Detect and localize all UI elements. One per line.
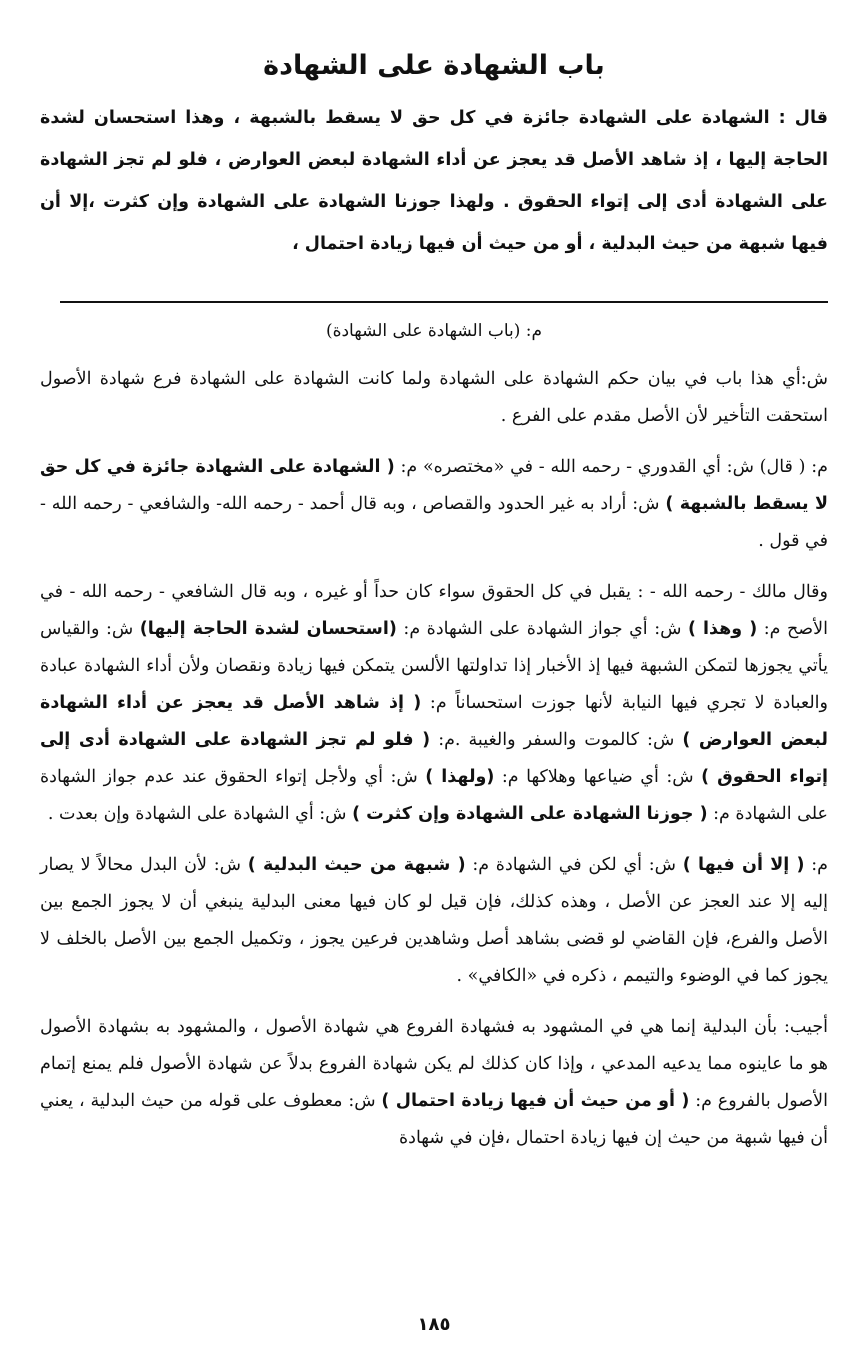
quoted-matn: (ولهذا ) [425, 766, 495, 787]
separator-rule [60, 301, 828, 303]
quoted-matn: (استحسان لشدة الحاجة إليها) [139, 618, 397, 639]
text-span: ش: كالموت والسفر والغيبة .م: [430, 729, 683, 750]
quoted-matn: ( جوزنا الشهادة على الشهادة وإن كثرت ) [352, 803, 708, 824]
commentary-paragraph-1 [40, 361, 828, 435]
text-span: ش: أراد به غير الحدود والقصاص ، وبه قال أحمد - رحمه الله- والشافعي - رحمه الله - في قول . [40, 493, 828, 551]
commentary-paragraph-2 [40, 449, 828, 560]
commentary-heading: م: (باب الشهادة على الشهادة) [325, 321, 543, 342]
quoted-matn: ( فلو لم تجز الشهادة على الشهادة أدى إلى إتواء الحقوق ) [40, 729, 829, 787]
text-span: ش: أي جواز الشهادة على الشهادة م: [396, 618, 688, 639]
text-span: ش: أي ضياعها وهلاكها م: [494, 766, 702, 787]
quoted-matn: ( شبهة من حيث البدلية ) [247, 854, 466, 875]
matn-line: قال : الشهادة على الشهادة جائزة في كل حق لا يسقط بالشبهة ، وهذا استحسان لشدة الحاجة إليها ، إذ شاهد الأصل قد يعجز عن أداء الشهادة لبعض العوارض ، فلو لم تجز الشهادة على الشهادة أدى إلى إتواء الحقوق . ولهذا جوزنا الشهادة على الشهادة وإن كثرت ،إلا أن فيها شبهة من حيث البدلية ، أو من حيث أن فيها زيادة احتمال ، [40, 108, 828, 255]
text-span: ش: والقياس يأتي يجوزها لتمكن الشبهة فيها إذ الأخبار إذا تداولتها الألسن يتمكن فيها زيادة ونقصان ولأن أداء الشهادة عبادة والعبادة لا تجري فيها النيابة لأنها جوزت استحساناً م: [40, 618, 828, 713]
text-span: ش: معطوف على قوله من حيث البدلية ، يعني أن فيها شبهة من حيث إن فيها زيادة احتمال ،فإن في شهادة [40, 1090, 828, 1148]
commentary-paragraph-3 [40, 574, 828, 833]
chapter-title: باب الشهادة على الشهادة [263, 50, 605, 81]
text-span: ش: أي لكن في الشهادة م: [465, 854, 683, 875]
text-span: أجيب: بأن البدلية إنما هي في المشهود به فشهادة الفروع هي شهادة الأصول ، والمشهود به بشهادة الأصول هو ما عاينوه مما يدعيه المدعي ، وإذا كان كذلك لم يكن شهادة الفروع بدلاً عن شهادة الأصول فلم يمنع إتمام الأصول بالفروع م: [40, 1016, 828, 1111]
commentary-paragraph-4 [40, 847, 828, 995]
page-number: ١٨٥ [417, 1314, 451, 1335]
quoted-matn: ( أو من حيث أن فيها زيادة احتمال ) [381, 1090, 690, 1111]
quoted-matn: ( إلا أن فيها ) [682, 854, 805, 875]
text-span: ش: لأن البدل محالاً لا يصار إليه إلا عند العجز عن الأصل ، وهذه كذلك، فإن قيل لو كان فيها معنى البدلية ينبغي أن لا يجوز الجمع بين الأصل والفرع، فإن القاضي لو قضى بشاهد أصل وشاهدين فرعين يجوز ، وتكميل الجمع بين الأصل بالخلف لا يجوز كما في الوضوء والتيمم ، ذكره في «الكافي» . [40, 854, 828, 986]
commentary-paragraph-5 [40, 1009, 828, 1157]
text-span: م: ( قال) ش: أي القدوري - رحمه الله - في «مختصره» م: [394, 456, 828, 477]
quoted-matn: ( الشهادة على الشهادة جائزة في كل حق لا يسقط بالشبهة ) [40, 456, 828, 514]
quoted-matn: ( إذ شاهد الأصل قد يعجز عن أداء الشهادة لبعض العوارض ) [40, 692, 828, 750]
text-span: م: [804, 854, 828, 875]
text-span: وقال مالك - رحمه الله - : يقبل في كل الحقوق سواء كان حداً أو غيره ، وبه قال الشافعي - رحمه الله - في الأصح م: [40, 581, 829, 639]
text-span: ش:أي هذا باب في بيان حكم الشهادة على الشهادة ولما كانت الشهادة على الشهادة فرع شهادة الأصول استحقت التأخير لأن الأصل مقدم على الفرع . [40, 368, 828, 426]
text-span: ش: أي ولأجل إتواء الحقوق عند عدم جواز الشهادة على الشهادة م: [40, 766, 828, 824]
quoted-matn: ( وهذا ) [687, 618, 758, 639]
text-span: ش: أي الشهادة على الشهادة وإن بعدت . [47, 803, 353, 824]
matn-text [40, 97, 828, 265]
